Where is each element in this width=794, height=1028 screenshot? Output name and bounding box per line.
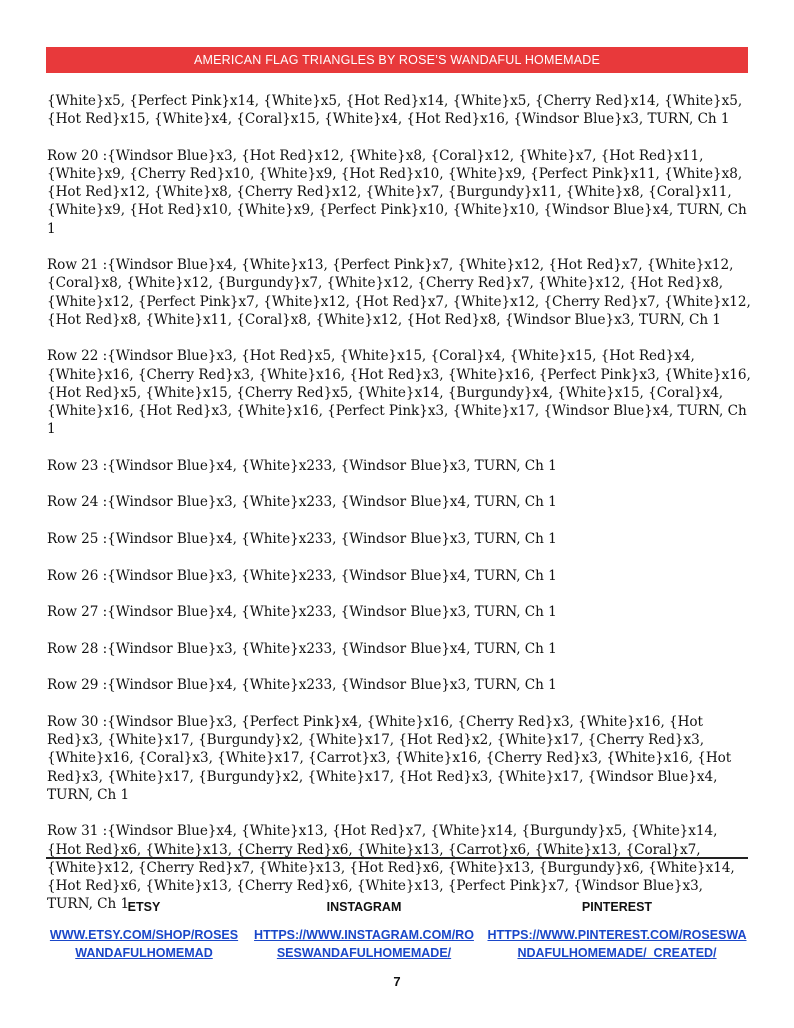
page-header-title: AMERICAN FLAG TRIANGLES BY ROSE’S WANDAFUL HOMEMADE (193, 53, 601, 67)
pattern-row-30: Row 30 :{Windsor Blue}x3, {Perfect Pink}x4, {White}x16, {Cherry Red}x3, {White}x16, {Hot Red}x3, {White}x17, {Burgundy}x2, {White}x17, {Hot Red}x2, {White}x17, {Cherry Red}x3, {White}x16, {Coral}x3, {White}x17, {Carrot}x3, {White}x16, {Cherry Red}x3, {White}x16, {Hot Red}x3, {White}x17, {Burgundy}x2, {White}x17, {Hot Red}x3, {White}x17, {Windsor Blue}x4, TURN, Ch 1 (47, 713, 732, 803)
page-header-banner (46, 47, 748, 73)
pattern-row-continuation: {White}x5, {Perfect Pink}x14, {White}x5, {Hot Red}x14, {White}x5, {Cherry Red}x14, {White}x5, {Hot Red}x15, {White}x4, {Coral}x15, {White}x4, {Hot Red}x16, {Windsor Blue}x3, TURN, Ch 1 (47, 93, 743, 128)
pattern-row-29: Row 29 :{Windsor Blue}x4, {White}x233, {Windsor Blue}x3, TURN, Ch 1 (47, 677, 557, 694)
footer-links (46, 900, 748, 962)
footer-divider (46, 857, 748, 859)
pattern-row-25: Row 25 :{Windsor Blue}x4, {White}x233, {Windsor Blue}x3, TURN, Ch 1 (47, 531, 557, 547)
pinterest-title: PINTEREST (581, 900, 653, 914)
footer-instagram (252, 900, 476, 962)
etsy-link[interactable]: WWW.ETSY.COM/SHOP/ROSESWANDAFULHOMEMAD (49, 928, 239, 960)
instagram-link[interactable]: HTTPS://WWW.INSTAGRAM.COM/ROSESWANDAFULHOMEMADE/ (254, 928, 474, 960)
pattern-row-23: Row 23 :{Windsor Blue}x4, {White}x233, {Windsor Blue}x3, TURN, Ch 1 (47, 457, 557, 474)
pattern-row-21: Row 21 :{Windsor Blue}x4, {White}x13, {Perfect Pink}x7, {White}x12, {Hot Red}x7, {White}x12, {Coral}x8, {White}x12, {Burgundy}x7, {White}x12, {Cherry Red}x7, {White}x12, {Hot Red}x8, {White}x12, {Perfect Pink}x7, {White}x12, {Hot Red}x7, {White}x12, {Cherry Red}x7, {White}x12, {Hot Red}x8, {White}x11, {Coral}x8, {White}x12, {Hot Red}x8, {Windsor Blue}x3, TURN, Ch 1 (47, 257, 751, 328)
pattern-row-24: Row 24 :{Windsor Blue}x3, {White}x233, {Windsor Blue}x4, TURN, Ch 1 (47, 494, 557, 511)
page-number: 7 (393, 974, 401, 989)
pattern-row-31: Row 31 :{Windsor Blue}x4, {White}x13, {Hot Red}x7, {White}x14, {Burgundy}x5, {White}x14, {Hot Red}x6, {White}x13, {Cherry Red}x6, {White}x13, {Carrot}x6, {White}x13, {Coral}x7, {White}x12, {Cherry Red}x7, {White}x13, {Hot Red}x6, {White}x13, {Burgundy}x6, {White}x14, {Hot Red}x6, {White}x13, {Cherry Red}x6, {White}x13, {Perfect Pink}x7, {Windsor Blue}x3, TURN, Ch 1 (47, 823, 735, 913)
pattern-row-26: Row 26 :{Windsor Blue}x3, {White}x233, {Windsor Blue}x4, TURN, Ch 1 (47, 567, 557, 584)
pattern-row-27: Row 27 :{Windsor Blue}x4, {White}x233, {Windsor Blue}x3, TURN, Ch 1 (47, 604, 557, 621)
etsy-title: ETSY (127, 900, 161, 914)
pattern-row-28: Row 28 :{Windsor Blue}x3, {White}x233, {Windsor Blue}x4, TURN, Ch 1 (47, 640, 557, 657)
instagram-title: INSTAGRAM (326, 900, 402, 914)
pattern-instructions (47, 92, 752, 932)
pattern-row-22: Row 22 :{Windsor Blue}x3, {Hot Red}x5, {White}x15, {Coral}x4, {White}x15, {Hot Red}x4, {White}x16, {Cherry Red}x3, {White}x16, {Hot Red}x3, {White}x16, {Perfect Pink}x3, {White}x16, {Hot Red}x5, {White}x15, {Cherry Red}x5, {White}x14, {Burgundy}x4, {White}x15, {Coral}x4, {White}x16, {Hot Red}x3, {White}x16, {Perfect Pink}x3, {White}x17, {Windsor Blue}x4, TURN, Ch 1 (47, 348, 751, 438)
footer-etsy (46, 900, 242, 962)
pinterest-link[interactable]: HTTPS://WWW.PINTEREST.COM/ROSESWANDAFULHOMEMADE/_CREATED/ (487, 928, 747, 960)
footer-pinterest (486, 900, 748, 962)
pattern-row-20: Row 20 :{Windsor Blue}x3, {Hot Red}x12, {White}x8, {Coral}x12, {White}x7, {Hot Red}x11, {White}x9, {Cherry Red}x10, {White}x9, {Hot Red}x10, {White}x9, {Perfect Pink}x11, {White}x8, {Hot Red}x12, {White}x8, {Cherry Red}x12, {White}x7, {Burgundy}x11, {White}x8, {Coral}x11, {White}x9, {Hot Red}x10, {White}x9, {Perfect Pink}x10, {White}x10, {Windsor Blue}x4, TURN, Ch 1 (47, 147, 747, 237)
